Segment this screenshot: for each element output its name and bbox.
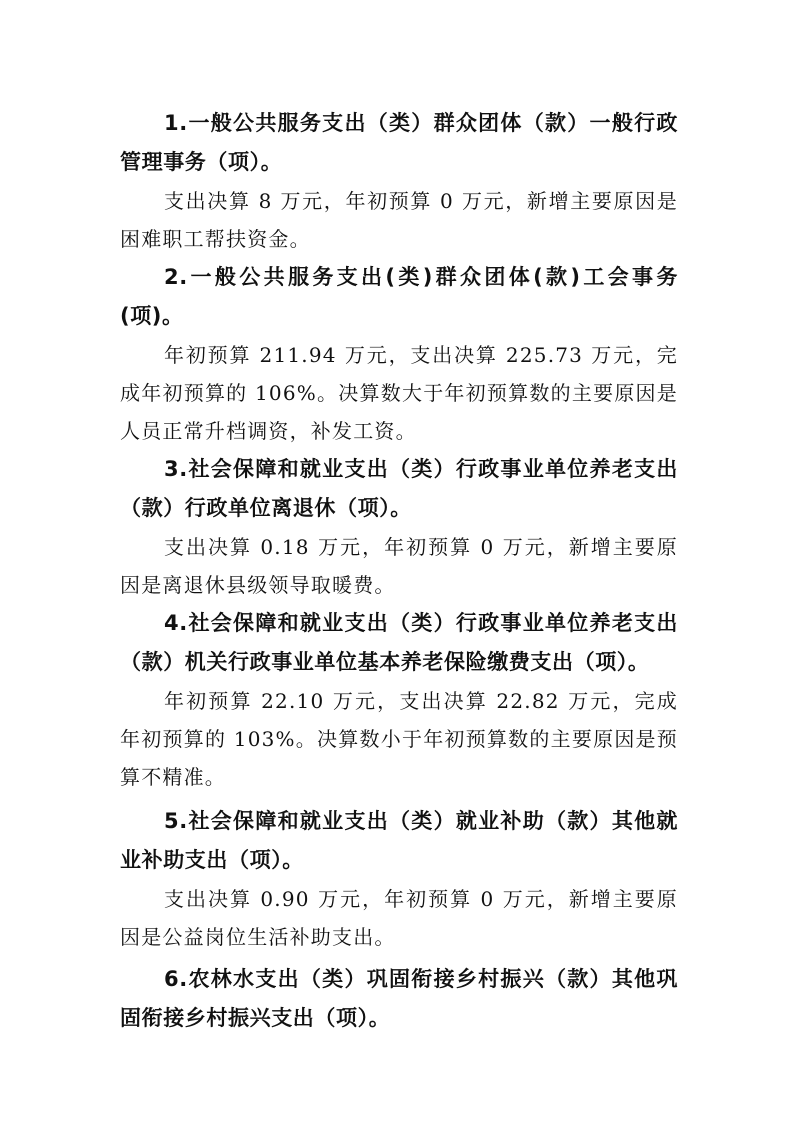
section-heading: 2.一般公共服务支出(类)群众团体(款)工会事务(项)。 — [120, 265, 678, 328]
section-heading: 1.一般公共服务支出（类）群众团体（款）一般行政管理事务（项）。 — [120, 111, 678, 174]
section-paragraph: 年初预算 22.10 万元，支出决算 22.82 万元，完成年初预算的 103%。决算数小于年初预算数的主要原因是预算不精准。 — [120, 689, 678, 789]
section-paragraph: 年初预算 211.94 万元，支出决算 225.73 万元，完成年初预算的 106%。决算数大于年初预算数的主要原因是人员正常升档调资，补发工资。 — [120, 343, 678, 443]
section-3 — [120, 450, 678, 604]
section-paragraph: 支出决算 8 万元，年初预算 0 万元，新增主要原因是困难职工帮扶资金。 — [120, 189, 678, 251]
section-paragraph: 支出决算 0.18 万元，年初预算 0 万元，新增主要原因是离退休县级领导取暖费。 — [120, 535, 678, 597]
section-5 — [120, 802, 678, 956]
section-paragraph: 支出决算 0.90 万元，年初预算 0 万元，新增主要原因是公益岗位生活补助支出。 — [120, 887, 678, 949]
section-4 — [120, 604, 678, 796]
section-6 — [120, 960, 678, 1038]
section-heading: 6.农林水支出（类）巩固衔接乡村振兴（款）其他巩固衔接乡村振兴支出（项）。 — [120, 967, 678, 1030]
section-heading: 3.社会保障和就业支出（类）行政事业单位养老支出（款）行政单位离退休（项）。 — [120, 457, 678, 520]
section-heading: 5.社会保障和就业支出（类）就业补助（款）其他就业补助支出（项）。 — [120, 809, 678, 872]
document-body — [120, 94, 678, 1038]
section-2 — [120, 258, 678, 450]
section-1 — [120, 104, 678, 258]
section-heading: 4.社会保障和就业支出（类）行政事业单位养老支出（款）机关行政事业单位基本养老保险缴费支出（项）。 — [120, 611, 678, 674]
